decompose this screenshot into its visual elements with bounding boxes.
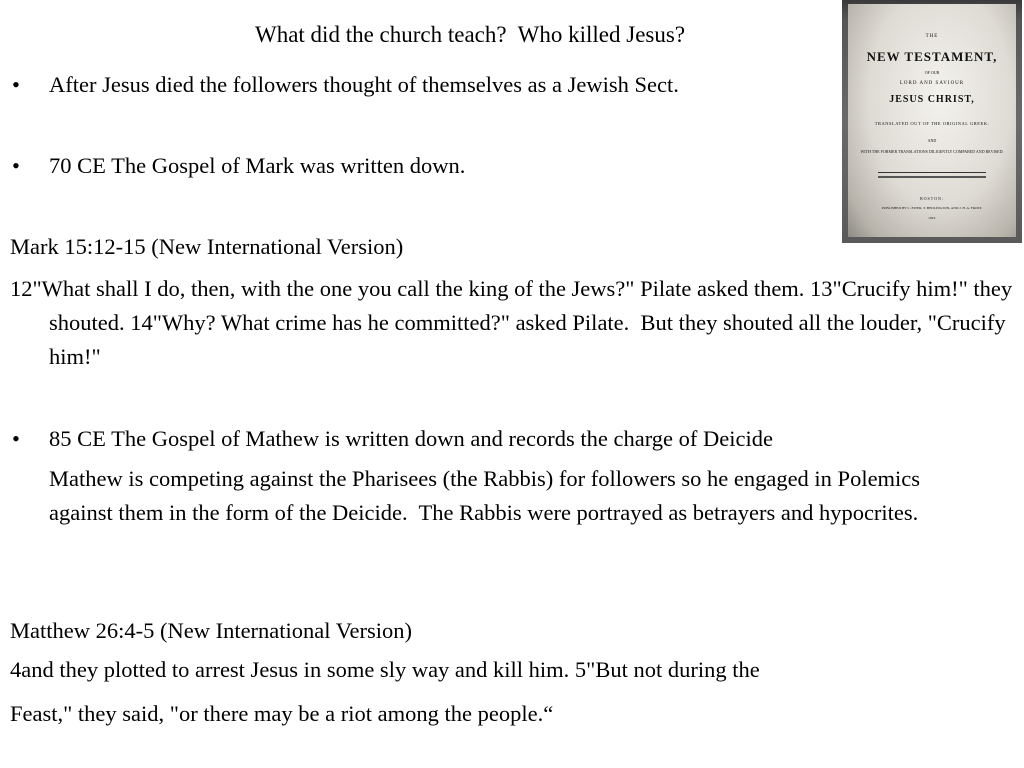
bullet-gospel-matthew: 85 CE The Gospel of Mathew is written down and records the charge of Deicide [49, 426, 773, 451]
bullet-marker: • [12, 426, 20, 451]
matthew-quote-line-1: 4and they plotted to arrest Jesus in some sly way and kill him. 5"But not during the [10, 657, 760, 682]
bullet-marker: • [12, 72, 20, 97]
bullet-marker: • [12, 153, 20, 178]
book-year: 1823. [928, 216, 936, 220]
mark-quote: 12"What shall I do, then, with the one you call the king of the Jews?" Pilate asked them. 13"Crucify him!" they shouted. 14"Why? What crime has he committed?" asked Pilate. But they shouted all the louder, "Crucify him!" [10, 276, 1018, 369]
bullet-gospel-mark: 70 CE The Gospel of Mark was written down. [49, 153, 466, 178]
new-testament-cover-image [842, 0, 1022, 243]
book-rule [878, 172, 986, 173]
book-title-page [848, 4, 1016, 237]
book-new-testament: NEW TESTAMENT, [866, 49, 998, 64]
book-lord-saviour: LORD AND SAVIOUR [899, 81, 965, 86]
mark-reference: Mark 15:12-15 (New International Version) [10, 234, 404, 259]
book-with-former: WITH THE FORMER TRANSLATIONS DILIGENTLY COMPARED AND REVISED. [860, 149, 1004, 154]
book-boston: BOSTON: [919, 196, 945, 201]
book-rule-double [878, 176, 986, 178]
book-and: AND [927, 138, 937, 143]
book-jesus-christ: JESUS CHRIST, [889, 94, 975, 105]
book-translated: TRANSLATED OUT OF THE ORIGINAL GREEK: [874, 121, 990, 126]
bullet-jewish-sect: After Jesus died the followers thought of themselves as a Jewish Sect. [49, 72, 679, 97]
matthew-explanation: Mathew is competing against the Pharisees (the Rabbis) for followers so he engaged in Polemics against them in the form of the Deicide. The Rabbis were portrayed as betrayers and hypocrites. [49, 466, 926, 525]
book-of-our: OF OUR [924, 70, 940, 75]
matthew-quote-line-2: Feast," they said, "or there may be a riot among the people.“ [10, 701, 554, 726]
book-the: THE [925, 34, 939, 39]
matthew-reference: Matthew 26:4-5 (New International Version) [10, 618, 412, 643]
book-publisher: PUBLISHED BY C. EWER, T. BEDLINGTON, AND J. H. A. FROST. [881, 206, 983, 210]
slide-title: What did the church teach? Who killed Jesus? [255, 22, 686, 47]
